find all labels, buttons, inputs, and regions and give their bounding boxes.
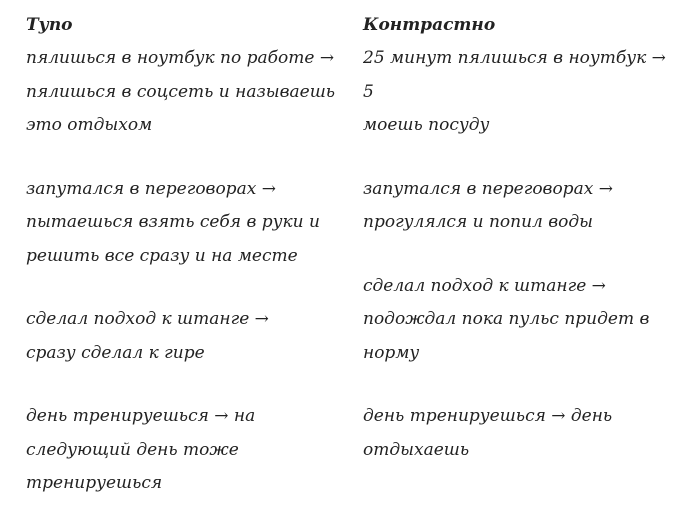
left-item-4-line-3: тренируешься (26, 473, 163, 493)
right-item-2-line-2: прогулялся и попил воды (363, 212, 594, 232)
left-item-2-line-2: пытаешься взять себя в руки и (26, 212, 320, 232)
right-item-3-line-3: норму (363, 342, 420, 363)
right-item-1-line-2: моешь посуду (363, 115, 490, 135)
left-item-4-line-2: следующий день тоже (26, 439, 239, 460)
left-item-4-line-1: день тренируешься → на (26, 406, 256, 426)
left-item-3 (26, 303, 336, 370)
right-item-3-line-1: сделал подход к штанге → (363, 275, 606, 296)
right-item-1 (363, 42, 673, 143)
right-item-4 (363, 400, 673, 467)
right-heading: Контрастно (363, 15, 496, 35)
left-item-1-line-1: пялишься в ноутбук по работе → (26, 48, 335, 68)
right-item-2 (363, 173, 673, 240)
right-item-2-line-1: запутался в переговорах → (363, 178, 613, 199)
right-item-4-line-1: день тренируешься → день (363, 406, 613, 426)
right-column (363, 10, 673, 497)
left-item-2-line-3: решить все сразу и на месте (26, 245, 298, 266)
left-item-1-line-3: это отдыхом (26, 115, 153, 135)
left-item-3-line-2: сразу сделал к гире (26, 342, 205, 363)
right-item-1-line-1: 25 минут пялишься в ноутбук → 5 (363, 48, 666, 102)
left-item-4 (26, 400, 336, 501)
left-item-1 (26, 42, 336, 143)
left-heading: Тупо (26, 15, 73, 35)
left-item-3-line-1: сделал подход к штанге → (26, 309, 269, 329)
left-item-1-line-2: пялишься в соцсеть и называешь (26, 81, 336, 102)
left-item-2 (26, 173, 336, 274)
right-item-3 (363, 270, 673, 371)
right-item-3-line-2: подождал пока пульс придет в (363, 309, 650, 329)
left-item-2-line-1: запутался в переговорах → (26, 178, 276, 199)
left-column (26, 10, 336, 531)
right-item-4-line-2: отдыхаешь (363, 439, 470, 460)
